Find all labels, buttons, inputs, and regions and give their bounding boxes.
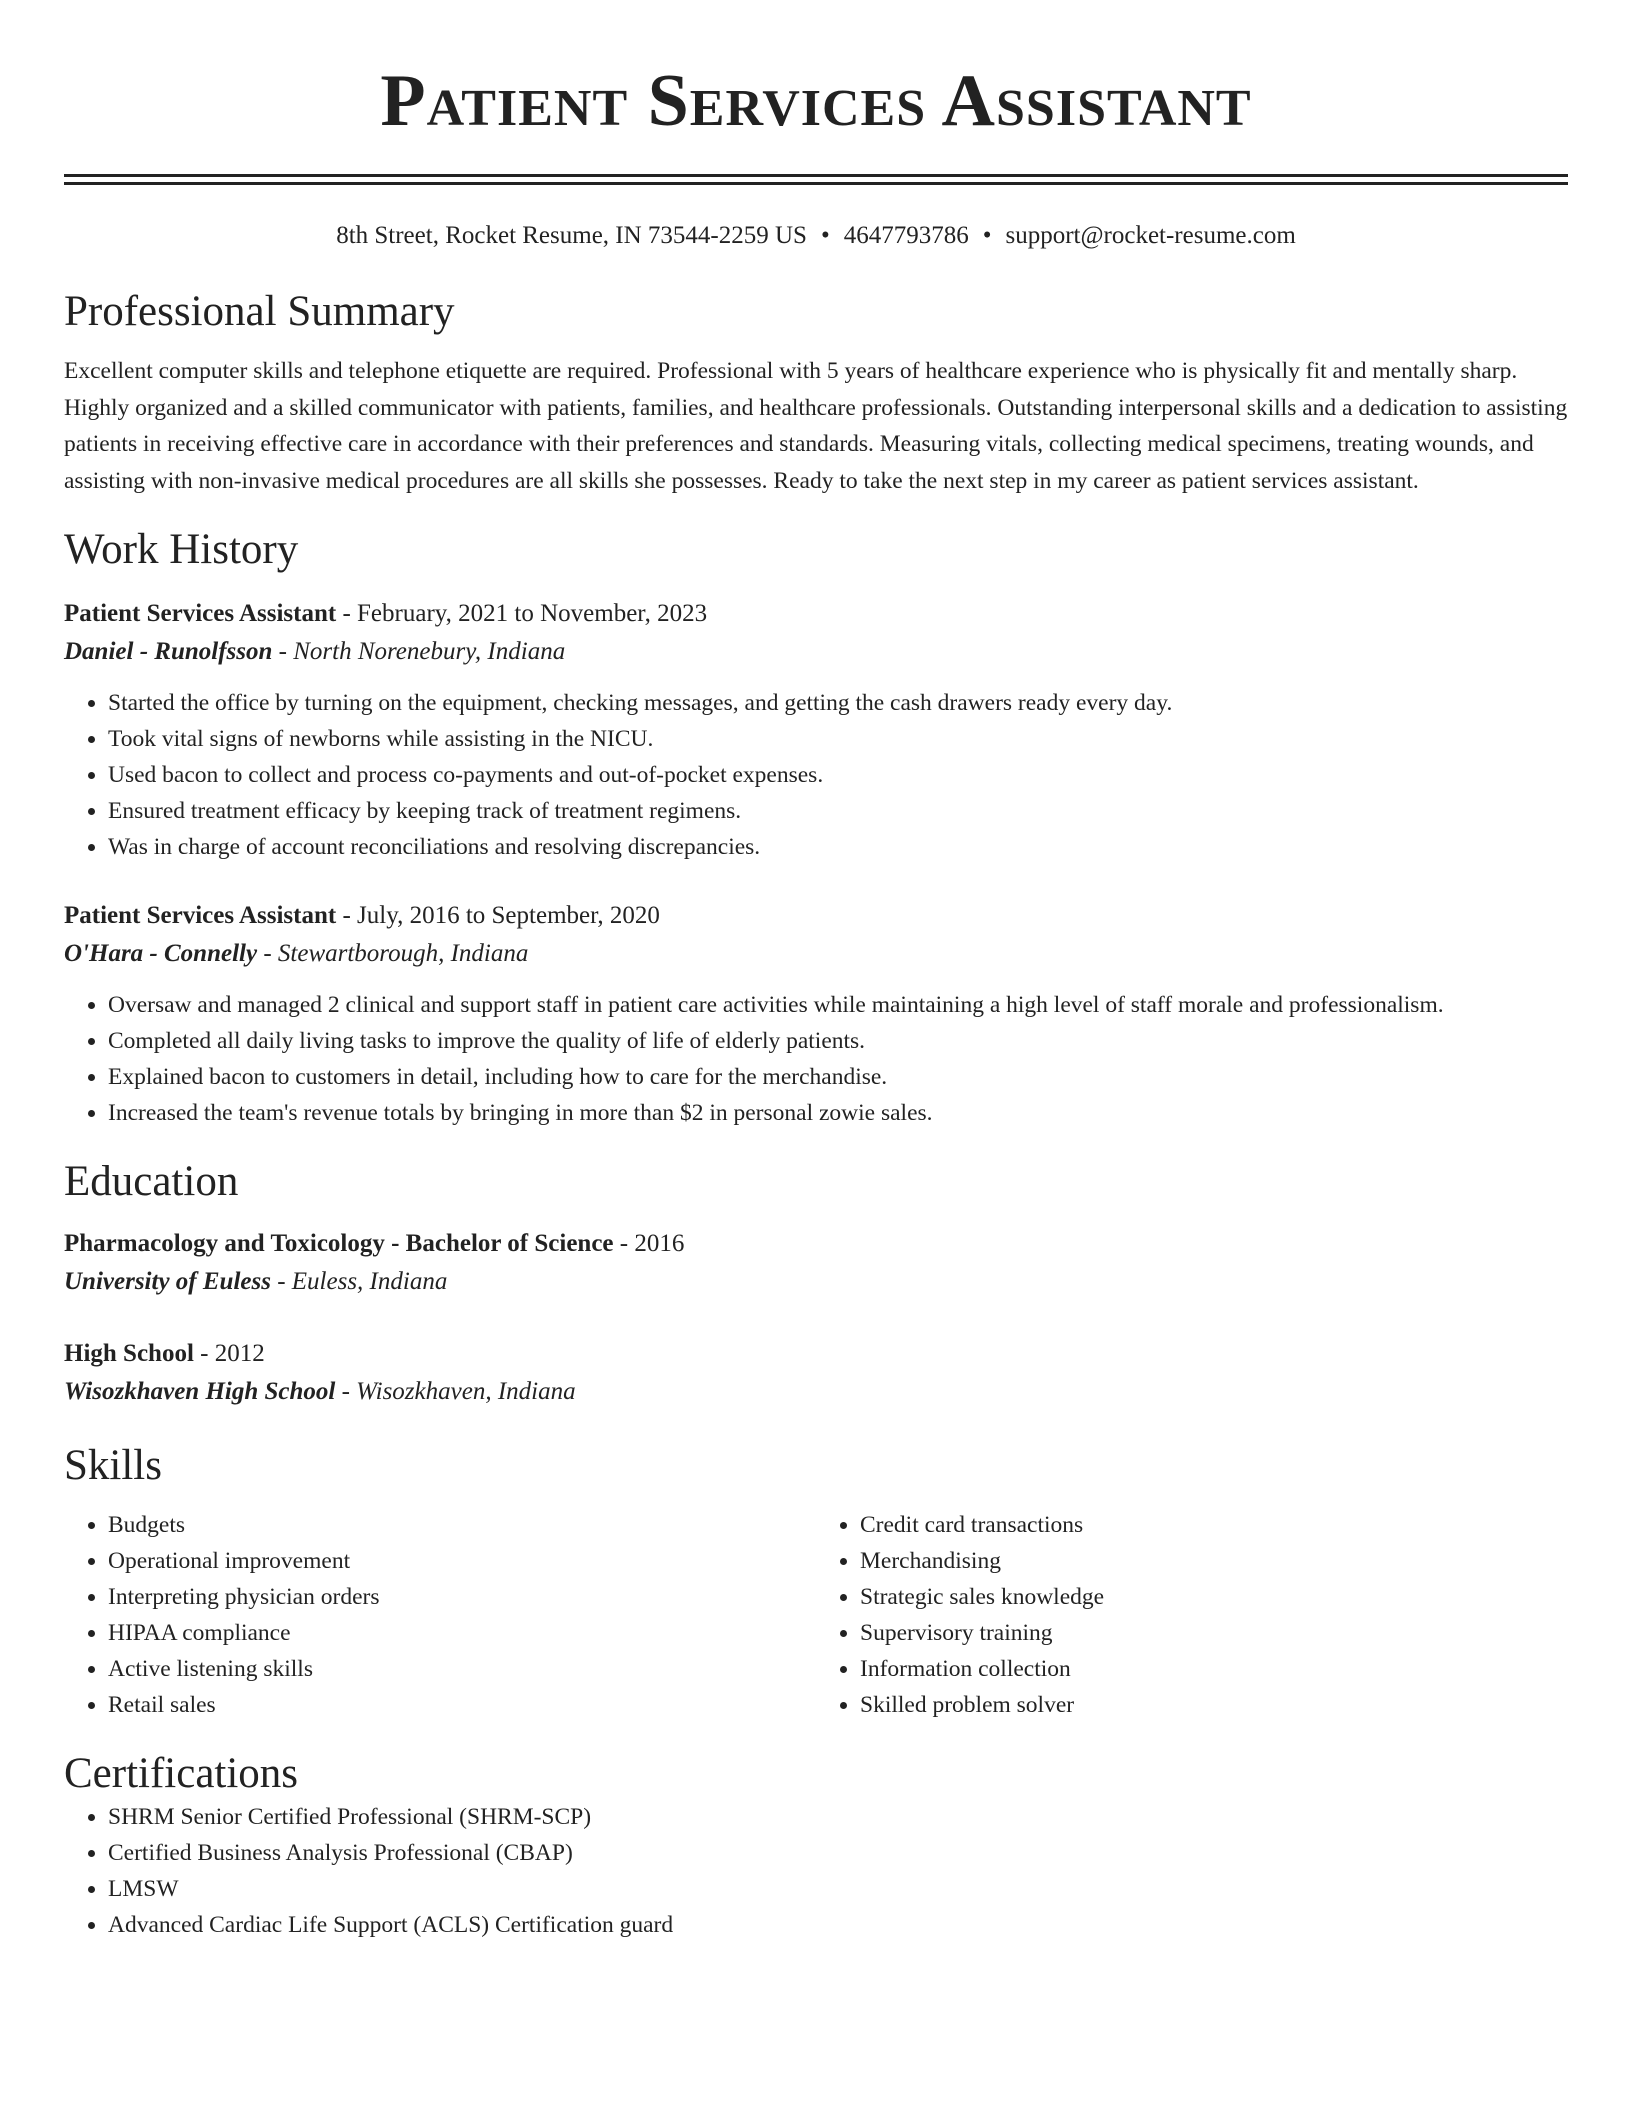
- education-year: - 2016: [613, 1230, 685, 1257]
- list-item: • HIPAA compliance: [108, 1615, 816, 1651]
- section-title-education: Education: [64, 1158, 239, 1205]
- list-item: • Merchandising: [860, 1543, 1568, 1579]
- list-item: • Used bacon to collect and process co-payments and out-of-pocket expenses.: [108, 757, 1568, 793]
- education-entry: [64, 1335, 1568, 1411]
- list-item: • Budgets: [108, 1507, 816, 1543]
- list-item: • Strategic sales knowledge: [860, 1579, 1568, 1615]
- certifications-list: [64, 1799, 1568, 1943]
- list-item: • Explained bacon to customers in detail, including how to care for the merchandise.: [108, 1059, 1568, 1095]
- list-item: • Completed all daily living tasks to improve the quality of life of elderly patients.: [108, 1023, 1568, 1059]
- job-bullets: [64, 685, 1568, 865]
- job-role: Patient Services Assistant: [64, 600, 337, 627]
- header-double-rule: [64, 174, 1568, 185]
- job-location: - North Norenebury, Indiana: [272, 638, 566, 665]
- education-school-line: [64, 1263, 1568, 1301]
- education-location: - Euless, Indiana: [270, 1268, 448, 1295]
- list-item: • Retail sales: [108, 1687, 816, 1723]
- list-item: • Credit card transactions: [860, 1507, 1568, 1543]
- education-school-line: [64, 1373, 1568, 1411]
- job-heading: [64, 897, 1568, 935]
- education-degree: High School: [64, 1340, 194, 1367]
- education-heading: [64, 1225, 1568, 1263]
- skills-grid: [64, 1507, 1568, 1723]
- section-title-summary: Professional Summary: [64, 288, 455, 335]
- job-location: - Stewartborough, Indiana: [257, 940, 529, 967]
- list-item: • SHRM Senior Certified Professional (SHRM-SCP): [108, 1799, 1568, 1835]
- education-degree: Pharmacology and Toxicology - Bachelor of Science: [64, 1230, 614, 1257]
- job-company-line: [64, 935, 1568, 973]
- list-item: • Started the office by turning on the equipment, checking messages, and getting the cash drawers ready every day.: [108, 685, 1568, 721]
- job-bullets: [64, 987, 1568, 1131]
- list-item: • Advanced Cardiac Life Support (ACLS) Certification guard: [108, 1907, 1568, 1943]
- education-entry: [64, 1225, 1568, 1301]
- job-dates: - July, 2016 to September, 2020: [336, 902, 660, 929]
- job-entry: [64, 897, 1568, 1131]
- list-item: • Increased the team's revenue totals by bringing in more than $2 in personal zowie sales.: [108, 1095, 1568, 1131]
- job-company-line: [64, 633, 1568, 671]
- list-item: • Certified Business Analysis Professional (CBAP): [108, 1835, 1568, 1871]
- job-heading: [64, 595, 1568, 633]
- contact-address: 8th Street, Rocket Resume, IN 73544-2259 US: [336, 222, 807, 249]
- list-item: • Information collection: [860, 1651, 1568, 1687]
- contact-phone: 4647793786: [843, 222, 969, 249]
- section-title-work-history: Work History: [64, 526, 299, 573]
- list-item: • LMSW: [108, 1871, 1568, 1907]
- list-item: • Interpreting physician orders: [108, 1579, 816, 1615]
- list-item: • Operational improvement: [108, 1543, 816, 1579]
- job-dates: - February, 2021 to November, 2023: [336, 600, 708, 627]
- list-item: • Was in charge of account reconciliations and resolving discrepancies.: [108, 829, 1568, 865]
- skills-list-right: [816, 1507, 1568, 1723]
- job-company: Daniel - Runolfsson: [64, 638, 273, 665]
- job-company: O'Hara - Connelly: [64, 940, 258, 967]
- education-heading: [64, 1335, 1568, 1373]
- education-school: University of Euless: [64, 1268, 271, 1295]
- job-role: Patient Services Assistant: [64, 902, 337, 929]
- list-item: • Oversaw and managed 2 clinical and support staff in patient care activities while maintaining a high level of staff morale and professionalism.: [108, 987, 1568, 1023]
- resume-name: Patient Services Assistant: [380, 60, 1252, 142]
- contact-line: [64, 219, 1568, 253]
- summary-text: Excellent computer skills and telephone etiquette are required. Professional with 5 years of healthcare experience who is physically fit and mentally sharp. Highly organized and a skilled communicator with patients, families, and healthcare professionals. Outstanding interpersonal skills and a dedication to assisting patients in receiving effective care in accordance with their preferences and standards. Measuring vitals, collecting medical specimens, treating wounds, and assisting with non-invasive medical procedures are all skills she possesses. Ready to take the next step in my career as patient services assistant.: [64, 358, 1568, 494]
- list-item: • Active listening skills: [108, 1651, 816, 1687]
- contact-separator: •: [982, 222, 992, 249]
- list-item: • Took vital signs of newborns while assisting in the NICU.: [108, 721, 1568, 757]
- section-title-certifications: Certifications: [64, 1750, 299, 1797]
- skills-list-left: [64, 1507, 816, 1723]
- contact-separator: •: [820, 222, 830, 249]
- education-school: Wisozkhaven High School: [64, 1378, 336, 1405]
- education-year: - 2012: [193, 1340, 265, 1367]
- education-location: - Wisozkhaven, Indiana: [335, 1378, 576, 1405]
- contact-email: support@rocket-resume.com: [1005, 222, 1296, 249]
- section-title-skills: Skills: [64, 1442, 162, 1489]
- list-item: • Ensured treatment efficacy by keeping track of treatment regimens.: [108, 793, 1568, 829]
- list-item: • Supervisory training: [860, 1615, 1568, 1651]
- list-item: • Skilled problem solver: [860, 1687, 1568, 1723]
- job-entry: [64, 595, 1568, 865]
